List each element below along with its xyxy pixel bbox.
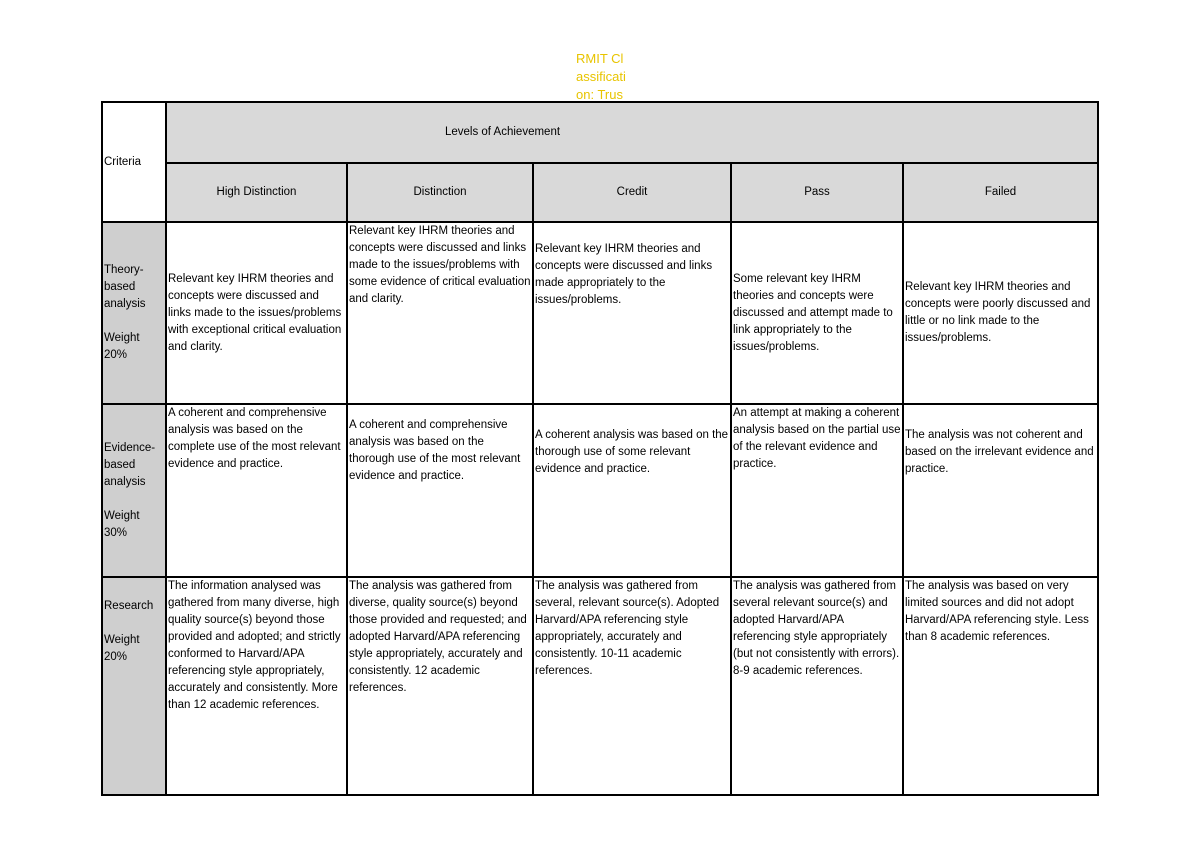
- criteria-header: Criteria: [102, 102, 166, 222]
- descriptor-cell: The information analysed was gathered from many diverse, high quality source(s) beyond those provided and adopted; and strictly conformed to Harvard/APA referencing style appropriately, accurately and consistently. More than 12 academic references.: [166, 577, 347, 795]
- criterion-label: Theory-based analysis: [104, 264, 146, 310]
- descriptor-cell: The analysis was gathered from several, relevant source(s). Adopted Harvard/APA referencing style appropriately, accurately and consistently. 10-11 academic references.: [533, 577, 731, 795]
- descriptor-cell: Some relevant key IHRM theories and concepts were discussed and attempt made to link appropriately to the issues/problems.: [731, 222, 903, 404]
- header-row-grades: [102, 163, 1098, 222]
- descriptor-cell: The analysis was not coherent and based on the irrelevant evidence and practice.: [903, 404, 1098, 577]
- descriptor-cell: Relevant key IHRM theories and concepts were discussed and links made appropriately to the issues/problems.: [533, 222, 731, 404]
- marking-rubric-table: [101, 101, 1099, 796]
- descriptor-cell: Relevant key IHRM theories and concepts were discussed and links made to the issues/problems with some evidence of critical evaluation and clarity.: [347, 222, 533, 404]
- criterion-evidence-based-analysis: [102, 404, 166, 577]
- table-row-evidence-based-analysis: [102, 404, 1098, 577]
- levels-of-achievement-header: Levels of Achievement: [166, 102, 1098, 163]
- level-header-credit: Credit: [533, 163, 731, 222]
- descriptor-cell: A coherent and comprehensive analysis was based on the complete use of the most relevant evidence and practice.: [166, 404, 347, 577]
- header-row-levels: [102, 102, 1098, 163]
- criterion-label: Research: [104, 600, 154, 612]
- level-header-distinction: Distinction: [347, 163, 533, 222]
- classification-label: RMIT Classification: Trus: [576, 51, 626, 102]
- descriptor-cell: An attempt at making a coherent analysis based on the partial use of the relevant evidence and practice.: [731, 404, 903, 577]
- descriptor-cell: Relevant key IHRM theories and concepts were poorly discussed and little or no link made to the issues/problems.: [903, 222, 1098, 404]
- descriptor-cell: Relevant key IHRM theories and concepts were discussed and links made to the issues/problems with exceptional critical evaluation and clarity.: [166, 222, 347, 404]
- level-header-pass: Pass: [731, 163, 903, 222]
- table-row-theory-based-analysis: [102, 222, 1098, 404]
- criterion-theory-based-analysis: [102, 222, 166, 404]
- level-header-failed: Failed: [903, 163, 1098, 222]
- descriptor-cell: A coherent and comprehensive analysis was based on the thorough use of the most relevant evidence and practice.: [347, 404, 533, 577]
- criterion-weight: Weight 20%: [104, 634, 140, 663]
- table-row-research: [102, 577, 1098, 795]
- descriptor-cell: The analysis was gathered from several relevant source(s) and adopted Harvard/APA referencing style appropriately (but not consistently with errors). 8-9 academic references.: [731, 577, 903, 795]
- level-header-high-distinction: High Distinction: [166, 163, 347, 222]
- descriptor-cell: The analysis was gathered from diverse, quality source(s) beyond those provided and requested; and adopted Harvard/APA referencing style appropriately, accurately and consistently. 12 academic references.: [347, 577, 533, 795]
- criterion-weight: Weight 30%: [104, 509, 140, 539]
- descriptor-cell: The analysis was based on very limited sources and did not adopt Harvard/APA referencing style. Less than 8 academic references.: [903, 577, 1098, 795]
- criterion-weight: Weight 20%: [104, 332, 140, 361]
- descriptor-cell: A coherent analysis was based on the thorough use of some relevant evidence and practice.: [533, 404, 731, 577]
- criterion-label: Evidence-based analysis: [104, 441, 156, 488]
- criterion-research: [102, 577, 166, 795]
